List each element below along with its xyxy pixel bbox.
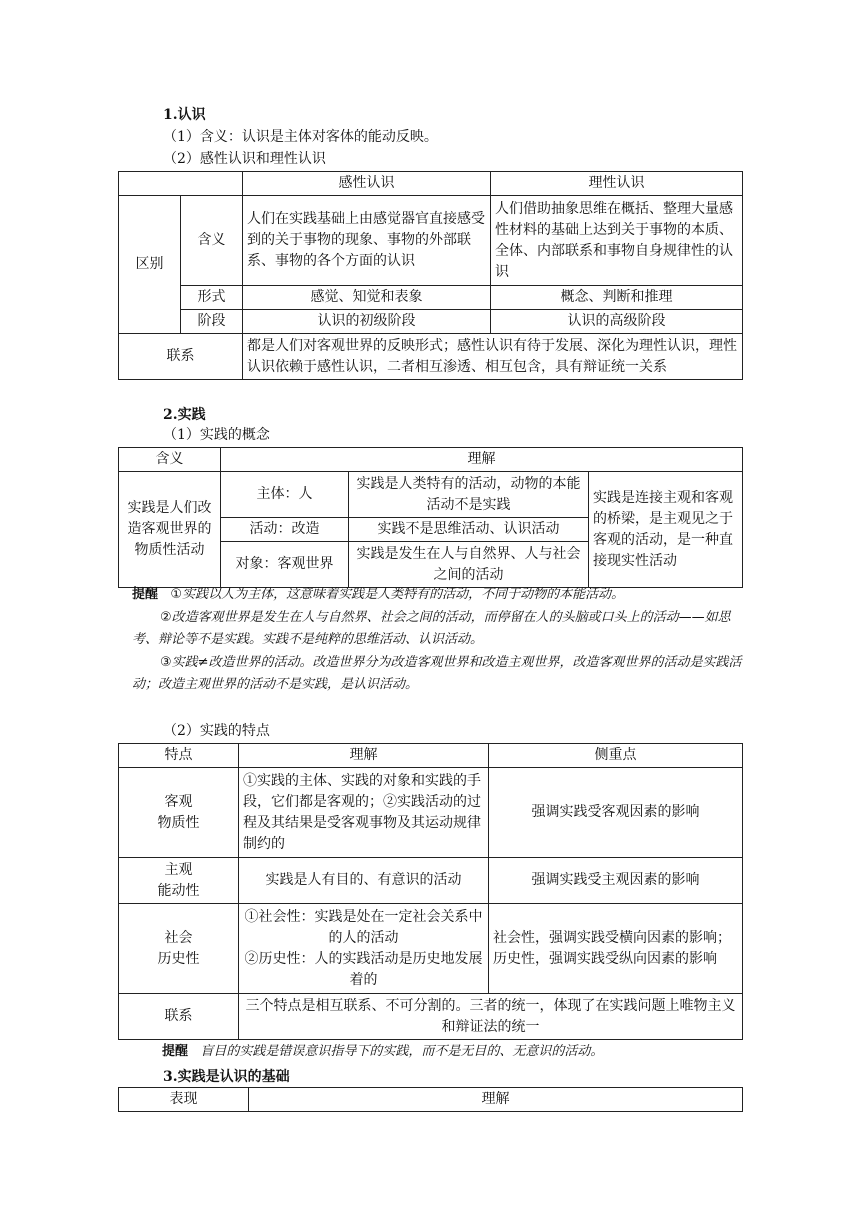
rational-stage: 认识的高级阶段 <box>491 310 743 334</box>
feature-social-historicity: ②历史性：人的实践活动是历史地发展着的 <box>244 950 483 988</box>
header-rational: 理性认识 <box>491 172 743 196</box>
subheading-practice-concept: （1）实践的概念 <box>163 427 270 443</box>
rational-form: 概念、判断和推理 <box>491 286 743 310</box>
feature-objective: 客观 物质性 <box>119 768 239 858</box>
section-3-title: 3.实践是认识的基础 <box>163 1069 290 1085</box>
feature-social: 社会 历史性 <box>119 904 239 994</box>
feature-objective-text: ①实践的主体、实践的对象和实践的手段，它们都是客观的；②实践活动的过程及其结果是受客观事物及其运动规律制约的 <box>239 768 489 858</box>
subject-note: 实践是人类特有的活动，动物的本能活动不是实践 <box>349 472 589 518</box>
feature-objective-focus: 强调实践受客观因素的影响 <box>489 768 743 858</box>
reminder-point-2: ②改造客观世界是发生在人与自然界、社会之间的活动，而停留在人的头脑或口头上的活动——如思考、辩论等不是实践。实践不是纯粹的思维活动、认识活动。 <box>132 609 731 647</box>
section-2-title: 2.实践 <box>163 407 206 423</box>
reminder-2 <box>162 1041 762 1064</box>
practice-features-table <box>118 743 743 1040</box>
header-focus: 侧重点 <box>489 744 743 768</box>
section-1-title: 1.认识 <box>163 107 206 123</box>
row-label-link: 联系 <box>119 334 243 380</box>
object-note: 实践是发生在人与自然界、人与社会之间的活动 <box>349 542 589 588</box>
header-meaning: 含义 <box>119 448 221 472</box>
row-label-form: 形式 <box>181 286 243 310</box>
reminder-point-3: ③实践≠改造世界的活动。改造世界分为改造客观世界和改造主观世界，改造客观世界的活动是实践活动；改造主观世界的活动不是实践，是认识活动。 <box>132 654 742 692</box>
activity-note: 实践不是思维活动、认识活动 <box>349 518 589 542</box>
header-manifestation: 表现 <box>119 1088 249 1112</box>
features-link: 三个特点是相互联系、不可分割的。三者的统一，体现了在实践问题上唯物主义和辩证法的统一 <box>239 994 743 1040</box>
cognition-definition: （1）含义：认识是主体对客体的能动反映。 <box>163 129 438 145</box>
reminder-1 <box>132 584 744 697</box>
header-understanding: 理解 <box>249 1088 743 1112</box>
practice-basis-table <box>118 1087 743 1112</box>
perceptual-form: 感觉、知觉和表象 <box>243 286 491 310</box>
practice-meaning: 实践是人们改造客观世界的物质性活动 <box>119 472 221 588</box>
reminder-label: 提醒 <box>132 587 159 602</box>
link-description: 都是人们对客观世界的反映形式；感性认识有待于发展、深化为理性认识，理性认识依赖于感性认识，二者相互渗透、相互包含，具有辩证统一关系 <box>243 334 743 380</box>
row-label-meaning: 含义 <box>181 196 243 286</box>
practice-concept-table <box>118 447 743 588</box>
table-corner-cell <box>119 172 243 196</box>
header-understanding: 理解 <box>239 744 489 768</box>
bridge-note: 实践是连接主观和客观的桥梁，是主观见之于客观的活动，是一种直接现实性活动 <box>589 472 743 588</box>
feature-subjective-focus: 强调实践受主观因素的影响 <box>489 858 743 904</box>
header-feature: 特点 <box>119 744 239 768</box>
feature-social-focus: 社会性，强调实践受横向因素的影响；历史性，强调实践受纵向因素的影响 <box>489 904 743 994</box>
reminder-point-1: ①实践以人为主体，这意味着实践是人类特有的活动，不同于动物的本能活动。 <box>170 587 625 602</box>
header-perceptual: 感性认识 <box>243 172 491 196</box>
activity-label: 活动：改造 <box>221 518 349 542</box>
row-label-stage: 阶段 <box>181 310 243 334</box>
perceptual-meaning: 人们在实践基础上由感觉器官直接感受到的关于事物的现象、事物的外部联系、事物的各个方面的认识 <box>243 196 491 286</box>
row-label-link: 联系 <box>119 994 239 1040</box>
rational-meaning: 人们借助抽象思维在概括、整理大量感性材料的基础上达到关于事物的本质、全体、内部联系和事物自身规律性的认识 <box>491 196 743 286</box>
reminder-label: 提醒 <box>162 1044 189 1059</box>
subheading-perceptual-rational: （2）感性认识和理性认识 <box>163 151 326 167</box>
object-label: 对象：客观世界 <box>221 542 349 588</box>
cognition-table <box>118 171 743 380</box>
feature-social-sociality: ①社会性：实践是处在一定社会关系中的人的活动 <box>244 908 483 946</box>
subheading-practice-features: （2）实践的特点 <box>163 723 270 739</box>
feature-subjective-text: 实践是人有目的、有意识的活动 <box>239 858 489 904</box>
perceptual-stage: 认识的初级阶段 <box>243 310 491 334</box>
feature-subjective: 主观 能动性 <box>119 858 239 904</box>
header-understanding: 理解 <box>221 448 743 472</box>
subject-label: 主体：人 <box>221 472 349 518</box>
feature-social-text <box>239 904 489 994</box>
row-label-difference: 区别 <box>119 196 181 334</box>
reminder-text: 盲目的实践是错误意识指导下的实践，而不是无目的、无意识的活动。 <box>200 1044 604 1059</box>
